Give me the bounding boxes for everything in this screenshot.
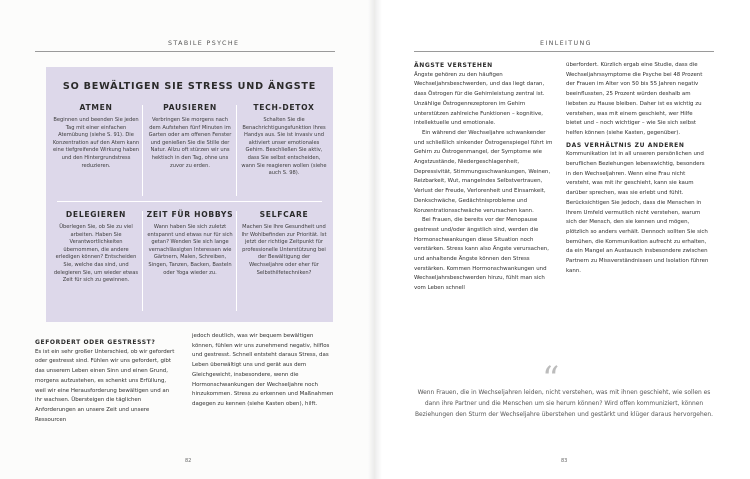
header-rule-right — [414, 51, 714, 52]
section-heading: DAS VERHÄLTNIS ZU ANDEREN — [566, 141, 685, 149]
tip-heading: SELFCARE — [259, 210, 309, 219]
tip-text: Wann haben Sie sich zuletzt entspannt und etwas nur für sich getan? Wenden Sie sich lange vernachlässigten Interessen wie Gärtnern, Malen, Schreiben, Singen, Tanzen, Backen, Basteln oder Yoga wieder zu. — [147, 224, 233, 276]
tip-pausieren — [146, 103, 234, 170]
paragraph: überfordert. Kürzlich ergab eine Studie, dass die Wechseljahrssymptome die Psyche bei 48 Prozent der Frauen im Alter von 50 bis 55 Jahren negativ beeinflussten, 25 Prozent würden deshalb am liebsten zu Hause bleiben. Daher ist es wichtig zu verstehen, was mit einem geschieht, wer Hilfe bietet und – noch wichtiger – wie Sie sich selbst helfen können (siehe Kasten, gegenüber). — [566, 62, 703, 136]
section-heading: ÄNGSTE VERSTEHEN — [414, 62, 493, 69]
gutter-shadow — [368, 0, 382, 479]
paragraph: Kommunikation ist in all unseren persönlichen und beruflichen Beziehungen lebenswichtig, besonders in den Wechseljahren. Wenn eine Frau nicht versteht, was mit ihr geschieht, kann sie kaum darüber sprechen, was sie erlebt und fühlt. Berücksichtigen Sie jedoch, dass die Menschen in Ihrem Umfeld vermutlich nicht verstehen, warum sich der Mensch, den sie kennen und mögen, plötzlich so anders verhält. Dennoch sollten Sie sich bemühen, die Kommunikation aufrecht zu erhalten, da ein Mangel an Austausch insbesondere zwischen Partnern zu Missverständnissen und Isolation führen kann. — [566, 151, 709, 274]
box-divider — [236, 105, 237, 196]
paragraph: Es ist ein sehr großer Unterschied, ob wir gefordert oder gestresst sind. Fühlen wir uns gefordert, gibt das unserem Leben einen Sinn und einen Grund, morgens aufzustehen, es schenkt uns Erfüllung, weil wir eine Herausforderung bewältigen und an ihr wachsen. Übersteigen die täglichen Anforderungen an unsere Zeit und unsere Ressourcen — [35, 348, 175, 423]
paragraph: Ängste gehören zu den häufigen Wechseljahrsbeschwerden, und das liegt daran, dass Östrogen für die Gehirnleistung zentral ist. Unzählige Östrogenrezeptoren im Gehirn unterstützen zahlreiche Funktionen – kognitive, intellektuelle und emotionale. — [414, 71, 545, 127]
paragraph: jedoch deutlich, was wir bequem bewältigen können, fühlen wir uns zunehmend negativ, hilflos und gestresst. Schnell entsteht daraus Stress, das Leben überwältigt uns und gerät aus dem Gleichgewicht, insbesondere, wenn die Hormonschwankungen der Wechseljahre noch hinzukommen. Stress zu erkennen und Maßnahmen dagegen zu kennen (siehe Kasten oben), hilft. — [192, 333, 334, 407]
box-divider — [57, 201, 322, 202]
box-divider — [142, 105, 143, 196]
left-column-1 — [35, 338, 175, 425]
section-heading: GEFORDERT ODER GESTRESST? — [35, 339, 156, 346]
box-divider — [236, 211, 237, 311]
left-column-2 — [192, 332, 334, 410]
right-column-2 — [566, 61, 710, 276]
right-column-1 — [414, 61, 556, 294]
tip-text: Machen Sie Ihre Gesundheit und Ihr Wohlbefinden zur Priorität. Ist jetzt der richtige Zeitpunkt für professionelle Unterstützung bei der Bewältigung der Wechseljahre oder eher für Selbsthilfetechniken? — [241, 224, 327, 276]
page-number-right: 83 — [561, 458, 568, 464]
tip-selfcare — [240, 210, 328, 277]
header-rule-left — [35, 51, 335, 52]
tip-text: Beginnen und beenden Sie jeden Tag mit einer einfachen Atemübung (siehe S. 91). Die Konzentration auf den Atem kann eine tiefgreifende Wirkung haben und den Hintergrundstress reduzieren. — [52, 117, 140, 169]
tips-box-title: SO BEWÄLTIGEN SIE STRESS UND ÄNGSTE — [62, 81, 317, 92]
pull-quote: Wenn Frauen, die in Wechseljahren leiden, nicht verstehen, was mit ihnen geschieht, wie sollen es dann ihre Partner und die Menschen um sie herum können? Wird offen kommuniziert, können Beziehungen den Sturm der Wechseljahre überstehen und gestärkt und klüger daraus hervorgehen. — [414, 389, 714, 419]
running-head-left: STABILE PSYCHE — [168, 40, 240, 47]
paragraph: Bei Frauen, die bereits vor der Menopause gestresst und/oder ängstlich sind, werden die Hormonschwankungen diese Situation noch verstärken. Stress kann also Ängste verursachen, und anhaltende Ängste können den Stress verstärken. Kommen Hormonschwankungen und Wechseljahrsbeschwerden hinzu, fühlt man sich vom Leben schnell — [414, 217, 549, 292]
running-head-right: EINLEITUNG — [540, 40, 592, 47]
page-number-left: 82 — [185, 458, 192, 464]
tip-text: Verbringen Sie morgens nach dem Aufstehen fünf Minuten im Garten oder am offenen Fenster und genießen Sie die Stille der Natur. Allzu oft stürzen wir uns hektisch in den Tag, ohne uns zuvor zu erden. — [148, 117, 232, 169]
tip-heading: DELEGIEREN — [65, 210, 127, 219]
tips-box — [46, 67, 333, 322]
tip-text: Überlegen Sie, ob Sie zu viel arbeiten. Haben Sie Verantwortlichkeiten übernommen, die andere erledigen können? Entscheiden Sie, welche das sind, und delegieren Sie, um wieder etwas Zeit für sich zu gewinnen. — [53, 224, 139, 284]
tip-delegieren — [52, 210, 140, 285]
box-divider — [142, 211, 143, 311]
quote-mark-icon: “ — [542, 359, 560, 399]
tip-tech-detox — [240, 103, 328, 178]
tip-atmen — [52, 103, 140, 170]
tip-hobbys — [146, 210, 234, 277]
tip-text: Schalten Sie die Benachrichtigungsfunktion Ihres Handys aus. Sie ist invasiv und aktiviert unser emotionales Gehirn. Beschließen Sie aktiv, dass Sie selbst entscheiden, wann Sie reagieren wollen (siehe auch S. 98). — [241, 117, 327, 177]
tip-heading: TECH-DETOX — [253, 103, 315, 112]
tip-heading: ATMEN — [79, 103, 113, 112]
paragraph: Ein während der Wechseljahre schwankender und schließlich sinkender Östrogenspiegel führt im Gehirn zu Östrogenmangel, der Symptome wie Angstzustände, Niedergeschlagenheit, Depressivität, Stimmungsschwankungen, Weinen, Reizbarkeit, Wut, mangelndes Selbstvertrauen, Verlust der Freude, Verlorenheit und Einsamkeit, Denkschwäche, Gedächtnisprobleme und Konzentrationsschwäche verursachen kann. — [414, 129, 553, 214]
tip-heading: ZEIT FÜR HOBBYS — [146, 210, 234, 219]
tip-heading: PAUSIEREN — [163, 103, 217, 112]
